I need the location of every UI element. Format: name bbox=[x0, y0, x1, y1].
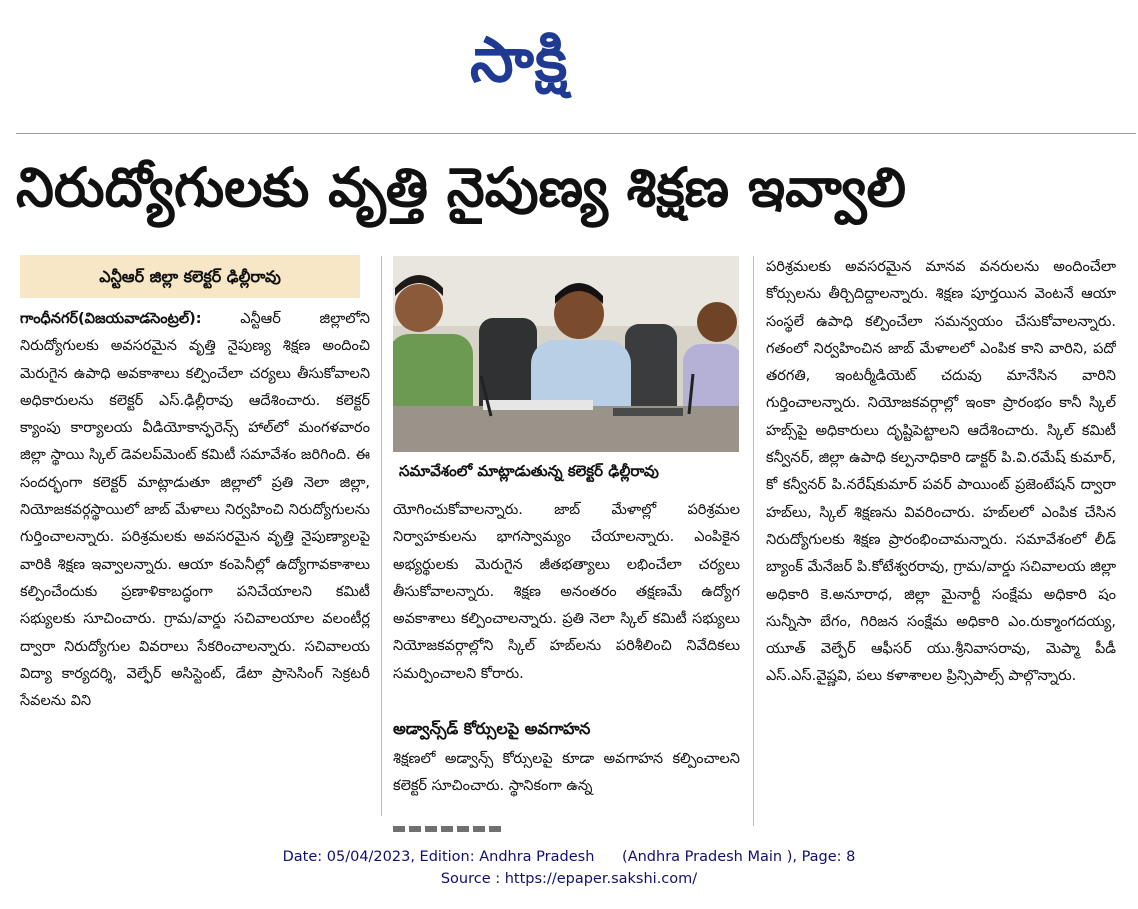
article-column-2-continued: శిక్షణలో అడ్వాన్స్‌ కోర్సులపై కూడా అవగాహన కల్పించాలని కలెక్టర్‌ సూచించారు. స్థానికంగా ఉన్న bbox=[393, 751, 740, 795]
article-byline: ఎన్టీఆర్‌ జిల్లా కలెక్టర్‌ ఢిల్లీరావు bbox=[20, 255, 360, 298]
article-headline: నిరుద్యోగులకు వృత్తి నైపుణ్య శిక్షణ ఇవ్వాలి bbox=[16, 156, 907, 219]
dateline: గాంధీనగర్‌(విజయవాడసెంట్రల్‌): bbox=[20, 311, 202, 327]
column-1-text: ఎన్టీఆర్‌ జిల్లాలోని నిరుద్యోగులకు అవసరమైన వృత్తి నైపుణ్య శిక్షణ అందించి మెరుగైన ఉపాధి అవకాశాలు కల్పించేలా చర్యలు తీసుకోవాలని అధికారులను కలెక్టర్‌ ఎస్‌.ఢిల్లీరావు ఆదేశించారు. కలెక్టర్‌ క్యాంపు కార్యాలయ వీడియోకాన్ఫరెన్స్‌ హాల్‌లో మంగళవారం జిల్లా స్థాయి స్కిల్‌ డెవలప్‌మెంట్‌ కమిటీ సమావేశం జరిగింది. ఈ సందర్భంగా కలెక్టర్‌ మాట్లాడుతూ జిల్లాలో ప్రతి నెలా జిల్లా, నియోజకవర్గస్థాయిలో జాబ్‌ మేళాలు నిర్వహించి నిరుద్యోగులను గుర్తించాలన్నారు. పరిశ్రమలకు అవసరమైన వృత్తి నైపుణ్యాలపై వారికి శిక్షణ ఇవ్వాలన్నారు. ఆయా కంపెనీల్లో ఉద్యోగావకాశాలు కల్పించేందుకు ప్రణాళికాబద్ధంగా పనిచేయాలని కమిటీ సభ్యులకు సూచించారు. గ్రామ/వార్డు సచివాలయాల వలంటీర్ల ద్వారా నిరుద్యోగుల వివరాలు సేకరించాలన్నారు. సచివాలయ విద్యా కార్యదర్శి, వెల్ఫేర్‌ అసిస్టెంట్‌, డేటా ప్రాసెసింగ్‌ సెక్రటరీ సేవలను విని bbox=[20, 311, 370, 710]
column-divider bbox=[381, 256, 382, 816]
article-column-2: యోగించుకోవాలన్నారు. జాబ్‌ మేళాల్లో పరిశ్రమల నిర్వాహకులను భాగస్వామ్యం చేయాలన్నారు. ఎంపికైన అభ్యర్థులకు మెరుగైన జీతభత్యాలు లభించేలా చర్యలు తీసుకోవాలన్నారు. శిక్షణ అనంతరం తక్షణమే ఉద్యోగ అవకాశాలు కల్పించాలన్నారు. ప్రతి నెలా స్కిల్‌ కమిటీ సభ్యులు నియోజకవర్గాల్లోని స్కిల్‌ హబ్‌లను పరిశీలించి నివేదికలు సమర్పించాలని కోరారు. bbox=[393, 502, 740, 682]
meeting-photo bbox=[393, 256, 739, 452]
masthead bbox=[0, 0, 1138, 130]
source-line: Source : https://epaper.sakshi.com/ bbox=[440, 871, 698, 887]
column-divider bbox=[753, 256, 754, 826]
edition-line: Date: 05/04/2023, Edition: Andhra Pradesh (Andhra Pradesh Main ), Page: 8 bbox=[282, 849, 856, 865]
source-footer bbox=[0, 846, 1138, 894]
newspaper-logo: సాక్షి bbox=[470, 23, 569, 96]
clipping-edge bbox=[393, 826, 503, 832]
photo-caption: సమావేశంలో మాట్లాడుతున్న కలెక్టర్‌ ఢిల్లీరావు bbox=[399, 462, 659, 480]
article-column-1 bbox=[20, 306, 370, 806]
article-column-3: పరిశ్రమలకు అవసరమైన మానవ వనరులను అందించేలా కోర్సులను తీర్చిదిద్దాలన్నారు. శిక్షణ పూర్తయిన వెంటనే ఆయా సంస్థలే ఉపాధి కల్పించేలా సమన్వయం చేసుకోవాలన్నారు. గతంలో నిర్వహించిన జాబ్‌ మేళాలలో ఎంపిక కాని వారిని, పదో తరగతి, ఇంటర్మీడియెట్‌ చదువు మానేసిన వారిని గుర్తించాలన్నారు. నియోజకవర్గాల్లో ఇంకా ప్రారంభం కానీ స్కిల్‌ హబ్స్‌పై అధికారులు దృష్టిపెట్టాలని ఆదేశించారు. స్కిల్‌ కమిటీ కన్వీనర్‌, జిల్లా ఉపాధి కల్పనాధికారి డాక్టర్‌ పి.వి.రమేష్‌ కుమార్‌, కో కన్వీనర్‌ పి.నరేష్‌కుమార్‌ పవర్‌ పాయింట్‌ ప్రజెంటేషన్‌ ద్వారా హబ్‌లు, స్కిల్‌ శిక్షణను వివరించారు. హబ్‌లలో ఎంపిక చేసిన నిరుద్యోగులకు శిక్షణ ప్రారంభించామన్నారు. సమావేశంలో లీడ్‌ బ్యాంక్‌ మేనేజర్‌ పి.కోటేశ్వరరావు, గ్రామ/వార్డు సచివాలయ జిల్లా అధికారి కె.అనూరాధ, జిల్లా మైనార్టీ సంక్షేమ అధికారి షం సున్నీసా బేగం, గిరిజన సంక్షేమ అధికారి ఎం.రుక్మాంగదయ్య, యూత్‌ వెల్ఫేర్‌ ఆఫీసర్‌ యు.శ్రీనివాసరావు, మెప్మా పీడీ ఎస్‌.ఎస్‌.వైష్ణవి, పలు కళాశాలల ప్రిన్సిపాల్స్‌ పాల్గొన్నారు. bbox=[766, 259, 1116, 685]
article-photo bbox=[393, 256, 739, 452]
masthead-divider bbox=[16, 133, 1136, 134]
article-subhead: అడ్వాన్స్‌డ్‌ కోర్సులపై అవగాహన bbox=[393, 719, 591, 738]
